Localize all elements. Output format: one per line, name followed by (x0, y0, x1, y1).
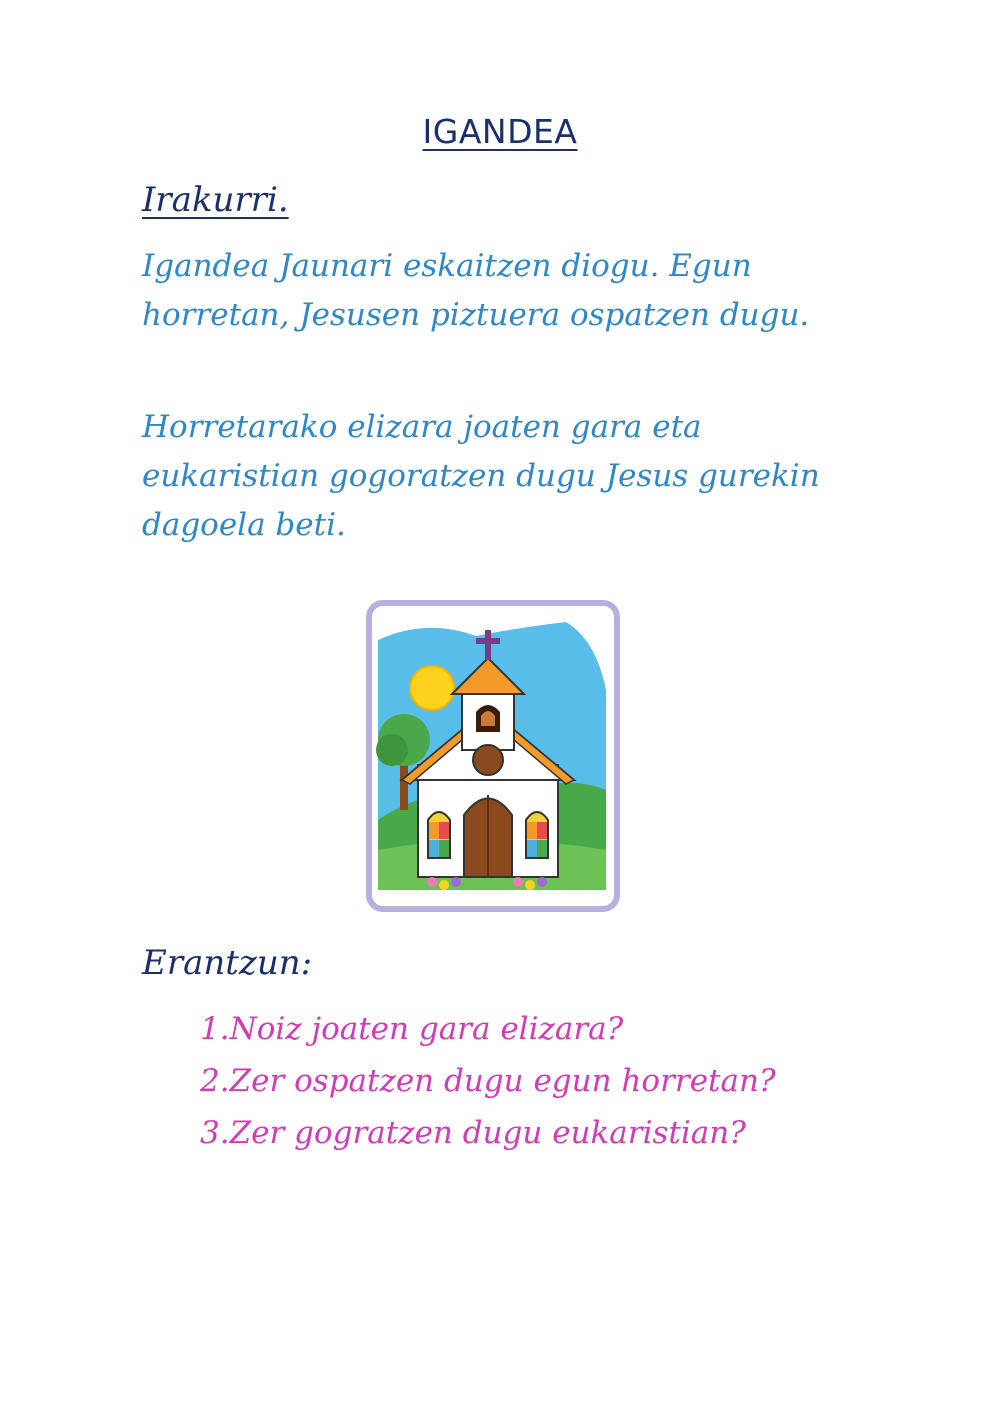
answer-heading: Erantzun: (142, 943, 313, 983)
question-list (200, 1003, 776, 1159)
reading-paragraph: Horretarako elizara joaten gara eta eukaristian gogoratzen dugu Jesus gurekin dagoela beti. (142, 409, 820, 543)
church-illustration (366, 600, 620, 912)
page-title: IGANDEA (422, 112, 578, 151)
question-item: 3.Zer gogratzen dugu eukaristian? (200, 1115, 746, 1151)
reading-heading: Irakurri. (142, 180, 289, 220)
church-icon (366, 600, 620, 912)
reading-paragraph: Igandea Jaunari eskaitzen diogu. Egun horretan, Jesusen piztuera ospatzen dugu. (142, 248, 810, 333)
question-item: 1.Noiz joaten gara elizara? (200, 1011, 624, 1047)
question-item: 2.Zer ospatzen dugu egun horretan? (200, 1063, 776, 1099)
